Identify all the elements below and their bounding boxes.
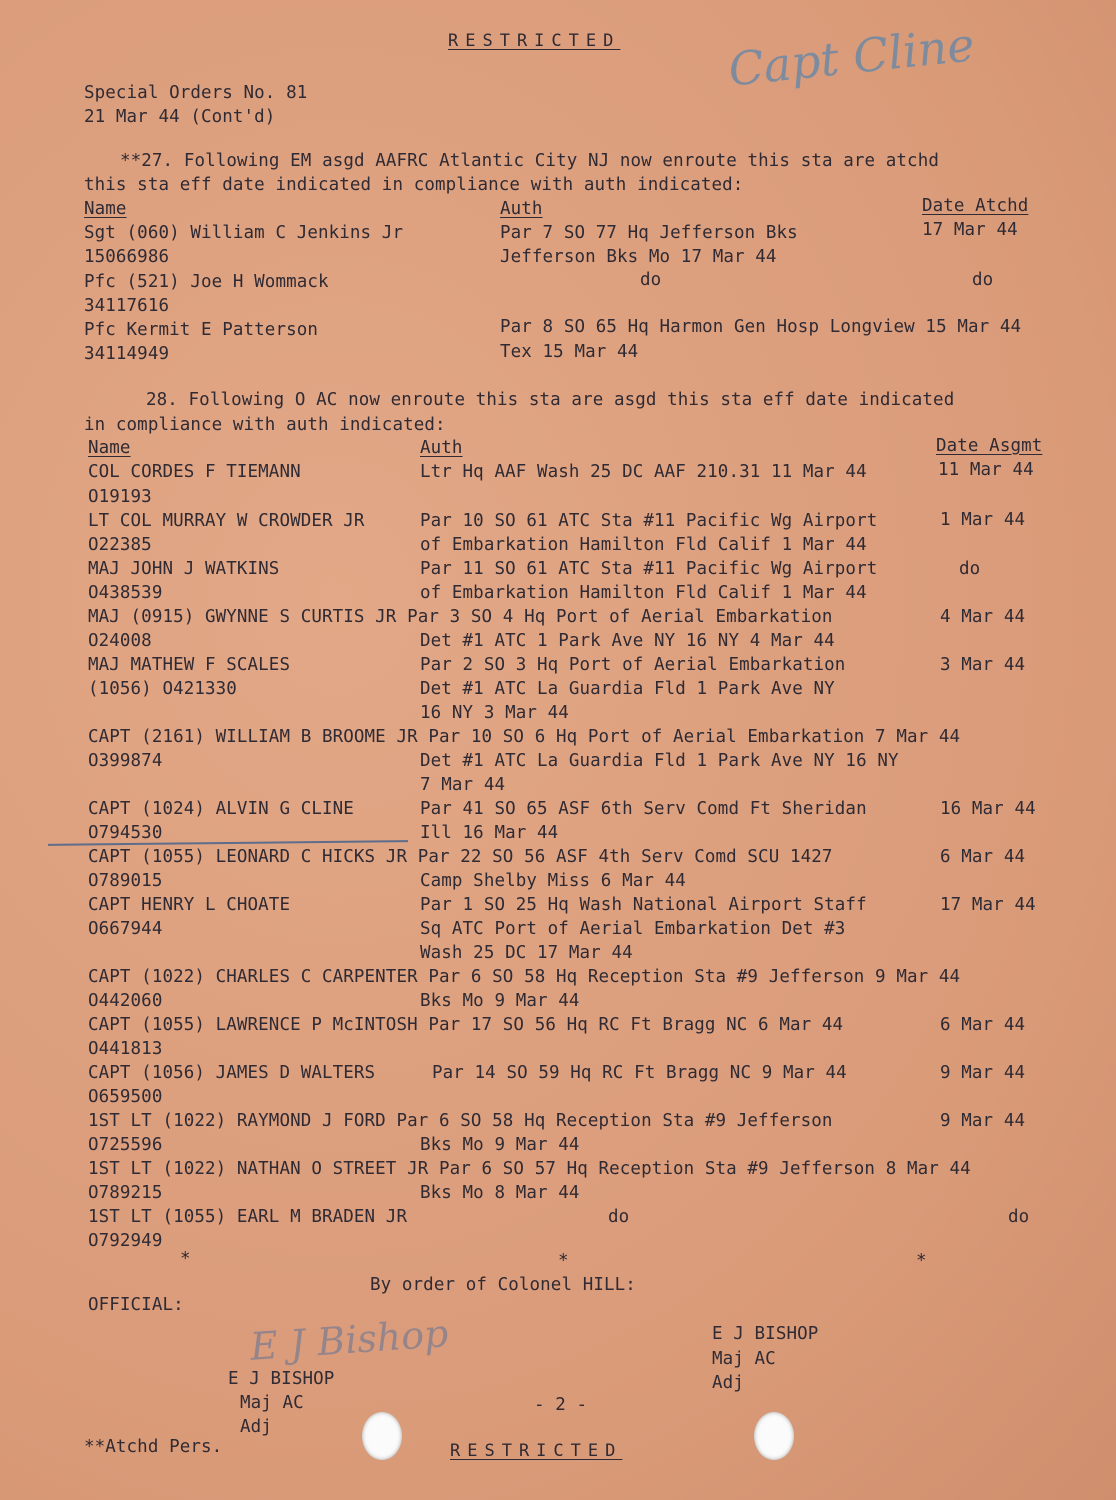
p27-row-auth: Par 8 SO 65 Hq Harmon Gen Hosp Longview 15 Mar 44 — [500, 317, 1022, 337]
punch-hole — [362, 1412, 402, 1460]
officer-serial: O24008 — [88, 631, 152, 651]
officer-date: 1 Mar 44 — [940, 510, 1026, 530]
officer-auth-cont: Det #1 ATC La Guardia Fld 1 Park Ave NY — [420, 679, 835, 699]
officer-name: 1ST LT (1055) EARL M BRADEN JR — [88, 1207, 408, 1227]
officer-auth: Par 11 SO 61 ATC Sta #11 Pacific Wg Airport — [420, 559, 878, 579]
officer-auth-cont: Det #1 ATC La Guardia Fld 1 Park Ave NY 16 NY — [420, 751, 899, 771]
p27-intro-line2: this sta eff date indicated in compliance with auth indicated: — [84, 175, 744, 195]
adjutant-rank: Maj AC — [712, 1349, 776, 1369]
officer-name: CAPT (1055) LAWRENCE P McINTOSH Par 17 SO 56 Hq RC Ft Bragg NC 6 Mar 44 — [88, 1015, 844, 1035]
officer-name: MAJ JOHN J WATKINS — [88, 559, 280, 579]
signer-name: E J BISHOP — [228, 1369, 335, 1389]
officer-date: 6 Mar 44 — [940, 1015, 1026, 1035]
orders-date: 21 Mar 44 (Cont'd) — [84, 107, 276, 127]
officer-auth-cont: Camp Shelby Miss 6 Mar 44 — [420, 871, 686, 891]
officer-serial: O789015 — [88, 871, 163, 891]
signature: E J Bishop — [248, 1311, 450, 1369]
separator-star: * — [558, 1251, 569, 1271]
punch-hole — [754, 1412, 794, 1460]
p27-intro-line1: **27. Following EM asgd AAFRC Atlantic City NJ now enroute this sta are atchd — [120, 151, 939, 171]
signer-title: Adj — [240, 1417, 272, 1437]
p27-header-auth: Auth — [500, 199, 543, 219]
officer-name: MAJ MATHEW F SCALES — [88, 655, 291, 675]
officer-name: 1ST LT (1022) RAYMOND J FORD Par 6 SO 58 Hq Reception Sta #9 Jefferson — [88, 1111, 833, 1131]
p27-row-date: 17 Mar 44 — [922, 220, 1018, 240]
officer-date: 9 Mar 44 — [940, 1111, 1026, 1131]
by-order-line: By order of Colonel HILL: — [370, 1275, 636, 1295]
officer-name: CAPT (2161) WILLIAM B BROOME JR Par 10 SO 6 Hq Port of Aerial Embarkation 7 Mar 44 — [88, 727, 961, 747]
officer-name: MAJ (0915) GWYNNE S CURTIS JR Par 3 SO 4 Hq Port of Aerial Embarkation — [88, 607, 833, 627]
officer-name: CAPT (1055) LEONARD C HICKS JR Par 22 SO 56 ASF 4th Serv Comd SCU 1427 — [88, 847, 833, 867]
officer-serial: O22385 — [88, 535, 152, 555]
officer-name: COL CORDES F TIEMANN — [88, 462, 301, 482]
officer-serial: O438539 — [88, 583, 163, 603]
p27-row-auth: Par 7 SO 77 Hq Jefferson Bks — [500, 223, 798, 243]
p27-row-serial: 34114949 — [84, 344, 170, 364]
officer-serial: O792949 — [88, 1231, 163, 1251]
p28-header-date: Date Asgmt — [936, 436, 1043, 456]
officer-date: do — [1008, 1207, 1030, 1227]
officer-name: LT COL MURRAY W CROWDER JR — [88, 511, 365, 531]
p28-header-name: Name — [88, 438, 131, 458]
officer-auth-cont: Bks Mo 9 Mar 44 — [420, 1135, 580, 1155]
officer-name: CAPT (1024) ALVIN G CLINE — [88, 799, 354, 819]
officer-date: 16 Mar 44 — [940, 799, 1036, 819]
officer-auth-cont: Sq ATC Port of Aerial Embarkation Det #3 — [420, 919, 846, 939]
signer-rank: Maj AC — [240, 1393, 304, 1413]
officer-serial: O441813 — [88, 1039, 163, 1059]
footnote-attached-personnel: **Atchd Pers. — [84, 1437, 223, 1457]
p28-header-auth: Auth — [420, 438, 463, 458]
officer-auth: Par 10 SO 61 ATC Sta #11 Pacific Wg Airport — [420, 511, 878, 531]
officer-auth-cont: Wash 25 DC 17 Mar 44 — [420, 943, 633, 963]
p27-row-auth: do — [640, 270, 662, 290]
officer-date: 6 Mar 44 — [940, 847, 1026, 867]
p28-intro-line2: in compliance with auth indicated: — [84, 415, 446, 435]
officer-name: 1ST LT (1022) NATHAN O STREET JR Par 6 SO 57 Hq Reception Sta #9 Jefferson 8 Mar 44 — [88, 1159, 971, 1179]
officer-serial: O725596 — [88, 1135, 163, 1155]
special-orders-number: Special Orders No. 81 — [84, 83, 308, 103]
p27-row-name: Pfc (521) Joe H Wommack — [84, 272, 329, 292]
officer-serial: O399874 — [88, 751, 163, 771]
officer-serial: O19193 — [88, 487, 152, 507]
p27-row-date: do — [972, 270, 994, 290]
officer-auth: Ltr Hq AAF Wash 25 DC AAF 210.31 11 Mar 44 — [420, 462, 867, 482]
separator-star: * — [916, 1251, 927, 1271]
officer-auth: do — [608, 1207, 630, 1227]
officer-serial: O659500 — [88, 1087, 163, 1107]
officer-auth-cont: Bks Mo 9 Mar 44 — [420, 991, 580, 1011]
officer-name: CAPT (1056) JAMES D WALTERS — [88, 1063, 376, 1083]
p28-intro-line1: 28. Following O AC now enroute this sta are asgd this sta eff date indicated — [146, 390, 955, 410]
page-number: - 2 - — [534, 1395, 588, 1415]
p27-row-name: Pfc Kermit E Patterson — [84, 320, 318, 340]
officer-auth-cont: of Embarkation Hamilton Fld Calif 1 Mar 44 — [420, 583, 867, 603]
officer-auth: Par 2 SO 3 Hq Port of Aerial Embarkation — [420, 655, 846, 675]
officer-auth: Par 41 SO 65 ASF 6th Serv Comd Ft Sheridan — [420, 799, 867, 819]
adjutant-name: E J BISHOP — [712, 1324, 819, 1344]
officer-name: CAPT HENRY L CHOATE — [88, 895, 291, 915]
separator-star: * — [180, 1249, 191, 1269]
officer-auth-cont: Ill 16 Mar 44 — [420, 823, 559, 843]
officer-auth-cont: 7 Mar 44 — [420, 775, 506, 795]
p27-row-serial: 34117616 — [84, 296, 170, 316]
officer-date: 17 Mar 44 — [940, 895, 1036, 915]
adjutant-title: Adj — [712, 1373, 744, 1393]
officer-date: 9 Mar 44 — [940, 1063, 1026, 1083]
officer-date: 4 Mar 44 — [940, 607, 1026, 627]
classification-header: RESTRICTED — [448, 31, 621, 51]
officer-auth-cont: of Embarkation Hamilton Fld Calif 1 Mar 44 — [420, 535, 867, 555]
officer-auth-cont: Det #1 ATC 1 Park Ave NY 16 NY 4 Mar 44 — [420, 631, 835, 651]
p27-header-name: Name — [84, 199, 127, 219]
p27-row-name: Sgt (060) William C Jenkins Jr — [84, 223, 404, 243]
officer-auth: Par 14 SO 59 Hq RC Ft Bragg NC 9 Mar 44 — [432, 1063, 847, 1083]
officer-serial: (1056) O421330 — [88, 679, 237, 699]
officer-serial: O789215 — [88, 1183, 163, 1203]
officer-auth: Par 1 SO 25 Hq Wash National Airport Staff — [420, 895, 867, 915]
p27-row-auth-cont: Tex 15 Mar 44 — [500, 342, 639, 362]
officer-auth-cont: Bks Mo 8 Mar 44 — [420, 1183, 580, 1203]
p27-header-date: Date Atchd — [922, 196, 1029, 216]
officer-name: CAPT (1022) CHARLES C CARPENTER Par 6 SO 58 Hq Reception Sta #9 Jefferson 9 Mar 44 — [88, 967, 961, 987]
officer-serial: O667944 — [88, 919, 163, 939]
official-label: OFFICIAL: — [88, 1295, 184, 1315]
officer-date: 11 Mar 44 — [938, 460, 1034, 480]
handwritten-note: Capt Cline — [725, 17, 977, 97]
officer-date: 3 Mar 44 — [940, 655, 1026, 675]
p27-row-serial: 15066986 — [84, 247, 170, 267]
officer-serial: O442060 — [88, 991, 163, 1011]
officer-serial: O794530 — [88, 823, 163, 843]
p27-row-auth-cont: Jefferson Bks Mo 17 Mar 44 — [500, 247, 777, 267]
officer-date: do — [959, 559, 981, 579]
classification-footer: RESTRICTED — [450, 1441, 623, 1461]
officer-auth-cont: 16 NY 3 Mar 44 — [420, 703, 569, 723]
